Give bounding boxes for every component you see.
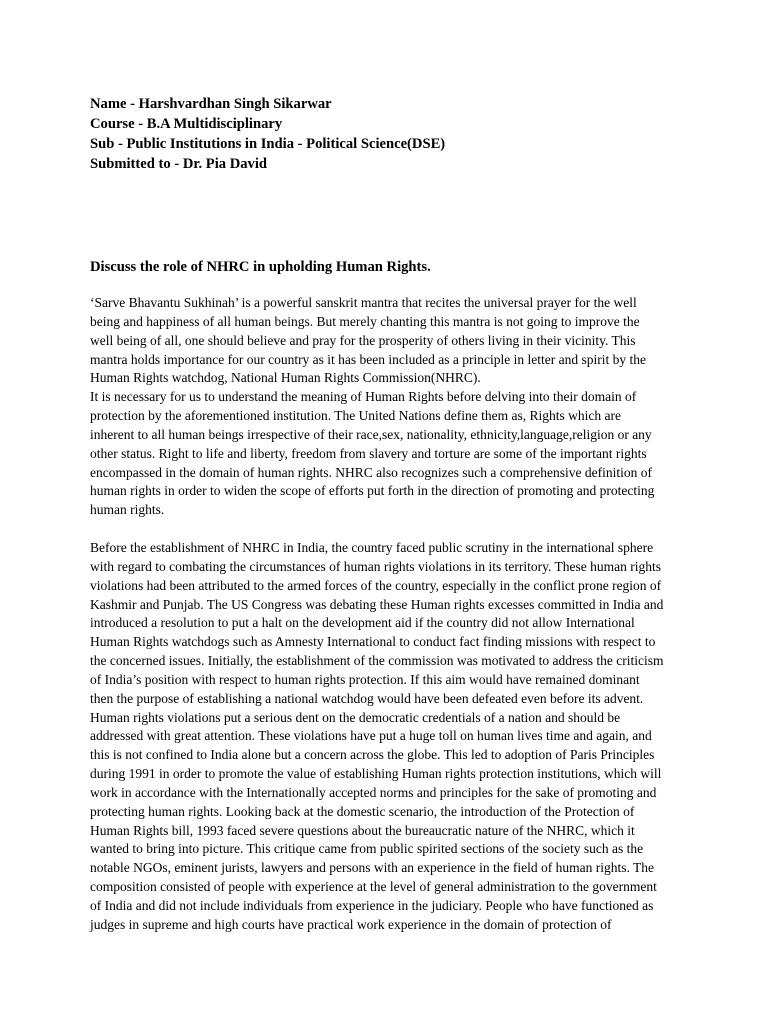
paragraph-line: of India and did not include individuals from experience in the judiciary. People who have functioned as [90, 898, 654, 913]
paragraph-line: this is not confined to India alone but a concern across the globe. This led to adoption of Paris Principles [90, 747, 655, 763]
course-line: Course - B.A Multidisciplinary [90, 116, 283, 132]
header-block [90, 94, 690, 174]
paragraph-line: encompassed in the domain of human rights. NHRC also recognizes such a comprehensive definition of [90, 464, 652, 480]
paragraph-line: other status. Right to life and liberty, freedom from slavery and torture are some of the important rights [90, 445, 647, 461]
paragraph-line: human rights. [90, 502, 165, 518]
essay-body [90, 294, 690, 935]
paragraph-line: Human Rights watchdogs such as Amnesty International to conduct fact finding missions with respect to [90, 634, 656, 650]
paragraph-1 [90, 294, 690, 388]
paragraph-line: inherent to all human beings irrespective of their race,sex, nationality, ethnicity,language,religion or any [90, 426, 652, 442]
paragraph-line: Human Rights bill, 1993 faced severe questions about the bureaucratic nature of the NHRC, which it [90, 822, 635, 838]
paragraph-line: the concerned issues. Initially, the establishment of the commission was motivated to address the criticism [90, 653, 664, 669]
submitted-to-line: Submitted to - Dr. Pia David [90, 156, 268, 172]
paragraph-line: Kashmir and Punjab. The US Congress was debating these Human rights excesses committed in India and [90, 596, 664, 612]
paragraph-line: violations had been attributed to the armed forces of the country, especially in the conflict prone region of [90, 577, 662, 593]
paragraph-line: being and happiness of all human beings. But merely chanting this mantra is not going to improve the [90, 313, 640, 329]
paragraph-line: during 1991 in order to promote the value of establishing Human rights protection institutions, which will [90, 766, 662, 782]
paragraph-line: Before the establishment of NHRC in India, the country faced public scrutiny in the international sphere [90, 539, 654, 555]
subject-line: Sub - Public Institutions in India - Political Science(DSE) [90, 136, 446, 152]
paragraph-line: Human Rights watchdog, National Human Rights Commission(NHRC). [90, 370, 481, 386]
paragraph-line: work in accordance with the Internationally accepted norms and principles for the sake of promoting and [90, 784, 657, 800]
paragraph-line: wanted to bring into picture. This critique came from public spirited sections of the society such as the [90, 841, 644, 857]
paragraph-line: protection by the aforementioned institution. The United Nations define them as, Rights which are [90, 408, 622, 424]
paragraph-gap [90, 520, 690, 539]
paragraph-line: judges in supreme and high courts have practical work experience in the domain of protection of [90, 916, 612, 932]
paragraph-line: addressed with great attention. These violations have put a huge toll on human lives time and again, and [90, 728, 652, 744]
paragraph-line: then the purpose of establishing a national watchdog would have been defeated even before its advent. [90, 690, 644, 706]
paragraph-line: introduced a resolution to put a halt on the development aid if the country did not allow International [90, 615, 635, 631]
paragraph-line: ‘Sarve Bhavantu Sukhinah’ is a powerful sanskrit mantra that recites the universal prayer for the well [90, 295, 637, 310]
paragraph-2 [90, 388, 690, 520]
paragraph-line: protecting human rights. Looking back at the domestic scenario, the introduction of the Protection of [90, 803, 635, 819]
student-name: Name - Harshvardhan Singh Sikarwar [90, 96, 332, 112]
paragraph-line: It is necessary for us to understand the meaning of Human Rights before delving into their domain of [90, 389, 637, 405]
paragraph-line: Human rights violations put a serious dent on the democratic credentials of a nation and should be [90, 709, 621, 725]
paragraph-line: mantra holds importance for our country as it has been included as a principle in letter and spirit by the [90, 351, 646, 367]
paragraph-line: composition consisted of people with experience at the level of general administration to the government [90, 879, 657, 895]
essay-title: Discuss the role of NHRC in upholding Human Rights. [90, 259, 431, 275]
paragraph-line: human rights in order to widen the scope of efforts put forth in the direction of promoting and protecting [90, 483, 655, 499]
document-page [90, 94, 690, 935]
paragraph-line: well being of all, one should believe and pray for the prosperity of others living in their vicinity. This [90, 332, 636, 348]
paragraph-3 [90, 539, 690, 935]
paragraph-line: notable NGOs, eminent jurists, lawyers and persons with an experience in the field of human rights. The [90, 860, 654, 876]
paragraph-line: of India’s position with respect to human rights protection. If this aim would have remained dominant [90, 671, 640, 687]
paragraph-line: with regard to combating the circumstances of human rights violations in its territory. These human rights [90, 558, 662, 574]
